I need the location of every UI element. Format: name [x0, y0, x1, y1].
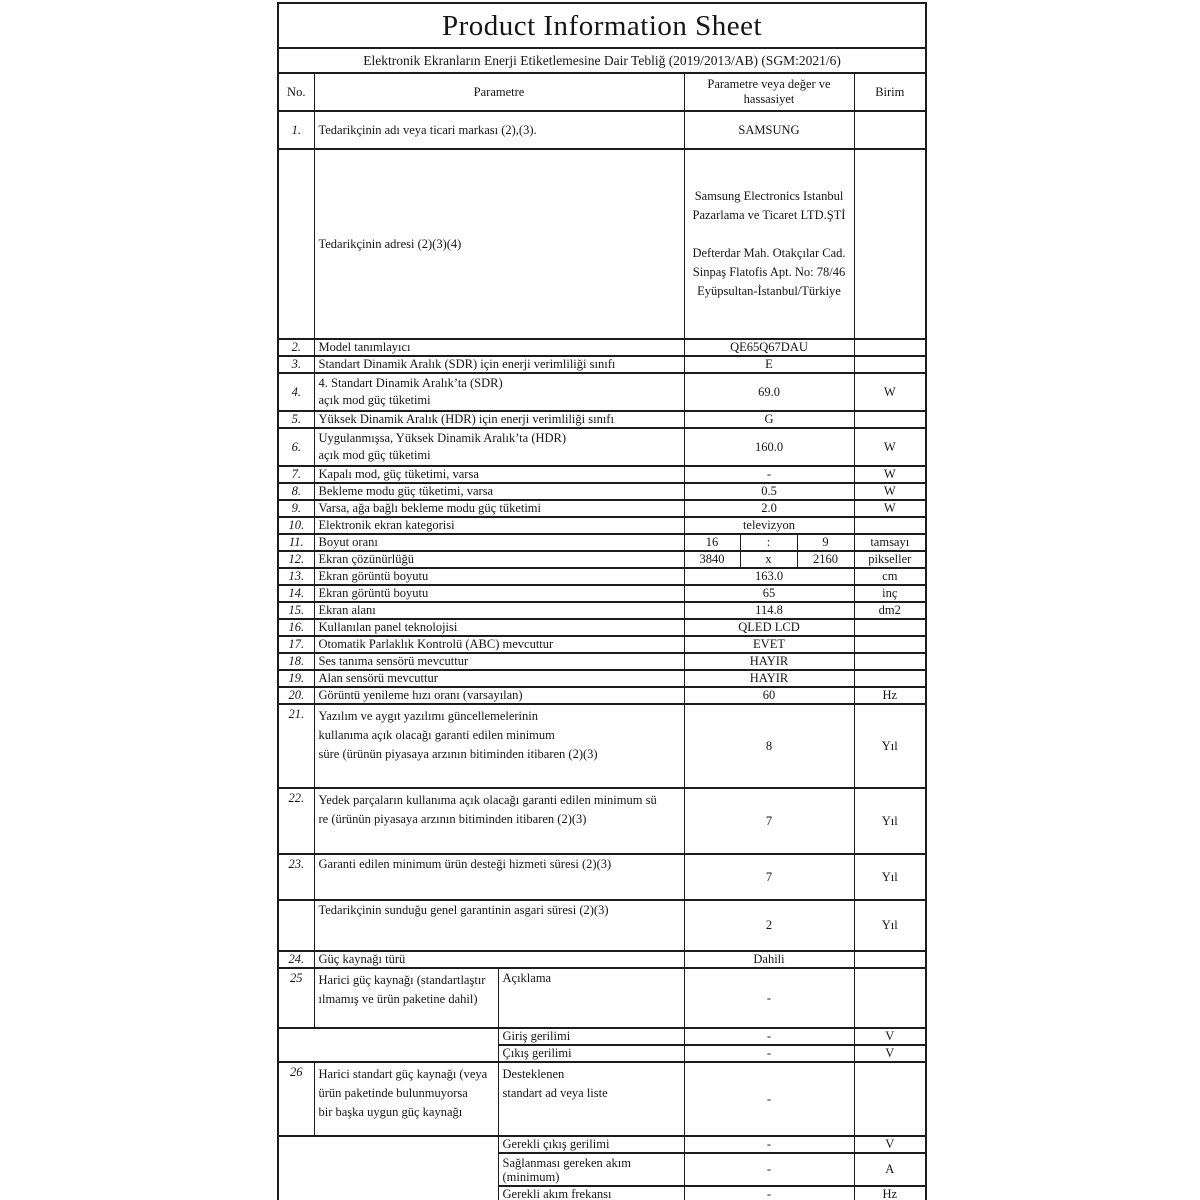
row-number-cell: 11.: [278, 534, 314, 551]
value-cell: 2: [684, 900, 854, 951]
unit-cell: [854, 670, 926, 687]
parameter-sub-cell: Sağlanması gereken akım (minimum): [498, 1153, 684, 1186]
unit-cell: pikseller: [854, 551, 926, 568]
parameter-cell: Standart Dinamik Aralık (SDR) için enerji verimliliği sınıfı: [314, 356, 684, 373]
unit-cell: W: [854, 373, 926, 411]
unit-cell: [854, 339, 926, 356]
table-row: [278, 670, 926, 687]
value-cell: -: [684, 1153, 854, 1186]
merged-empty-cell: [278, 1028, 498, 1062]
value-cell: 60: [684, 687, 854, 704]
unit-cell: V: [854, 1028, 926, 1045]
parameter-cell: Uygulanmışsa, Yüksek Dinamik Aralık’ta (HDR) açık mod güç tüketimi: [314, 428, 684, 466]
table-row: [278, 517, 926, 534]
row-number-cell: 7.: [278, 466, 314, 483]
row-number-cell: 13.: [278, 568, 314, 585]
table-row: [278, 428, 926, 466]
table-row: [278, 149, 926, 339]
page-title: Product Information Sheet: [278, 3, 926, 48]
ratio-value-cell: x: [740, 551, 797, 568]
page-subtitle: Elektronik Ekranların Enerji Etiketlemesine Dair Tebliğ (2019/2013/AB) (SGM:2021/6): [278, 48, 926, 73]
unit-cell: [854, 619, 926, 636]
unit-cell: Hz: [854, 687, 926, 704]
value-cell: 69.0: [684, 373, 854, 411]
header-birim: Birim: [854, 73, 926, 111]
value-cell: -: [684, 1136, 854, 1153]
table-row: [278, 653, 926, 670]
ratio-value-cell: 2160: [797, 551, 854, 568]
parameter-cell: Güç kaynağı türü: [314, 951, 684, 968]
header-value: Parametre veya değer ve hassasiyet: [684, 73, 854, 111]
value-cell: 7: [684, 788, 854, 854]
unit-cell: W: [854, 483, 926, 500]
unit-cell: [854, 951, 926, 968]
row-number-cell: 23.: [278, 854, 314, 900]
table-row: [278, 602, 926, 619]
value-cell: 114.8: [684, 602, 854, 619]
table-row: [278, 704, 926, 788]
row-number-cell: 14.: [278, 585, 314, 602]
parameter-cell: Ekran görüntü boyutu: [314, 585, 684, 602]
row-number-cell: 16.: [278, 619, 314, 636]
parameter-sub-cell: Desteklenen standart ad veya liste: [498, 1062, 684, 1136]
unit-cell: V: [854, 1045, 926, 1062]
unit-cell: Yıl: [854, 854, 926, 900]
value-cell: QE65Q67DAU: [684, 339, 854, 356]
parameter-sub-cell: Gerekli akım frekansı: [498, 1186, 684, 1200]
row-number-cell: 4.: [278, 373, 314, 411]
table-row: [278, 466, 926, 483]
table-body: [278, 3, 926, 1200]
parameter-cell: Yazılım ve aygıt yazılımı güncellemelerinin kullanıma açık olacağı garanti edilen minimum süre (ürünün piyasaya arzının bitiminden itibaren (2)(3): [314, 704, 684, 788]
unit-cell: W: [854, 500, 926, 517]
row-number-cell: 19.: [278, 670, 314, 687]
value-cell: EVET: [684, 636, 854, 653]
table-row: [278, 619, 926, 636]
parameter-cell: Garanti edilen minimum ürün desteği hizmeti süresi (2)(3): [314, 854, 684, 900]
value-cell: 163.0: [684, 568, 854, 585]
title-row: [278, 3, 926, 48]
unit-cell: Hz: [854, 1186, 926, 1200]
unit-cell: [854, 411, 926, 428]
row-number-cell: 12.: [278, 551, 314, 568]
value-cell: 7: [684, 854, 854, 900]
row-number-cell: 26: [278, 1062, 314, 1136]
parameter-cell: Harici güç kaynağı (standartlaştır ılmamış ve ürün paketine dahil): [314, 968, 498, 1028]
table-row: [278, 568, 926, 585]
value-cell: Samsung Electronics Istanbul Pazarlama ve Ticaret LTD.ŞTİ Defterdar Mah. Otakçılar Cad. Sinpaş Flatofis Apt. No: 78/46 Eyüpsultan-İstanbul/Türkiye: [684, 149, 854, 339]
table-row: [278, 687, 926, 704]
unit-cell: [854, 111, 926, 149]
table-row: [278, 968, 926, 1028]
subtitle-row: [278, 48, 926, 73]
parameter-cell: Ekran çözünürlüğü: [314, 551, 684, 568]
parameter-cell: Kullanılan panel teknolojisi: [314, 619, 684, 636]
value-cell: HAYIR: [684, 670, 854, 687]
row-number-cell: 22.: [278, 788, 314, 854]
parameter-sub-cell: Gerekli çıkış gerilimi: [498, 1136, 684, 1153]
parameter-cell: Harici standart güç kaynağı (veya ürün paketinde bulunmuyorsa bir başka uygun güç kaynağı: [314, 1062, 498, 1136]
unit-cell: Yıl: [854, 900, 926, 951]
parameter-cell: Bekleme modu güç tüketimi, varsa: [314, 483, 684, 500]
ratio-value-cell: 9: [797, 534, 854, 551]
parameter-cell: Tedarikçinin adresi (2)(3)(4): [314, 149, 684, 339]
table-row: [278, 356, 926, 373]
table-row: [278, 900, 926, 951]
parameter-cell: Otomatik Parlaklık Kontrolü (ABC) mevcuttur: [314, 636, 684, 653]
value-cell: 8: [684, 704, 854, 788]
parameter-sub-cell: Açıklama: [498, 968, 684, 1028]
parameter-cell: Yedek parçaların kullanıma açık olacağı garanti edilen minimum sü re (ürünün piyasaya arzının bitiminden itibaren (2)(3): [314, 788, 684, 854]
unit-cell: [854, 653, 926, 670]
row-number-cell: 9.: [278, 500, 314, 517]
unit-cell: cm: [854, 568, 926, 585]
header-parametre: Parametre: [314, 73, 684, 111]
table-row: [278, 636, 926, 653]
row-number-cell: 8.: [278, 483, 314, 500]
value-cell: -: [684, 1186, 854, 1200]
parameter-cell: Tedarikçinin adı veya ticari markası (2),(3).: [314, 111, 684, 149]
row-number-cell: 25: [278, 968, 314, 1028]
table-row: [278, 585, 926, 602]
table-row: [278, 339, 926, 356]
row-number-cell: 20.: [278, 687, 314, 704]
unit-cell: W: [854, 428, 926, 466]
parameter-cell: Kapalı mod, güç tüketimi, varsa: [314, 466, 684, 483]
table-row: [278, 373, 926, 411]
value-cell: QLED LCD: [684, 619, 854, 636]
table-row: [278, 111, 926, 149]
parameter-cell: Varsa, ağa bağlı bekleme modu güç tüketimi: [314, 500, 684, 517]
table-row: [278, 1028, 926, 1045]
row-number-cell: 15.: [278, 602, 314, 619]
row-number-cell: 18.: [278, 653, 314, 670]
parameter-cell: Görüntü yenileme hızı oranı (varsayılan): [314, 687, 684, 704]
table-row: [278, 854, 926, 900]
row-number-cell: 17.: [278, 636, 314, 653]
value-cell: HAYIR: [684, 653, 854, 670]
unit-cell: [854, 1062, 926, 1136]
unit-cell: [854, 356, 926, 373]
table-row: [278, 534, 926, 551]
parameter-cell: Model tanımlayıcı: [314, 339, 684, 356]
unit-cell: V: [854, 1136, 926, 1153]
value-cell: 65: [684, 585, 854, 602]
parameter-cell: Ekran alanı: [314, 602, 684, 619]
unit-cell: Yıl: [854, 704, 926, 788]
value-cell: Dahili: [684, 951, 854, 968]
parameter-cell: Yüksek Dinamik Aralık (HDR) için enerji verimliliği sınıfı: [314, 411, 684, 428]
value-cell: televizyon: [684, 517, 854, 534]
row-number-cell: 5.: [278, 411, 314, 428]
parameter-sub-cell: Çıkış gerilimi: [498, 1045, 684, 1062]
ratio-value-cell: 3840: [684, 551, 740, 568]
row-number-cell: 10.: [278, 517, 314, 534]
parameter-cell: Elektronik ekran kategorisi: [314, 517, 684, 534]
parameter-sub-cell: Giriş gerilimi: [498, 1028, 684, 1045]
value-cell: -: [684, 466, 854, 483]
unit-cell: [854, 149, 926, 339]
unit-cell: W: [854, 466, 926, 483]
ratio-value-cell: 16: [684, 534, 740, 551]
row-number-cell: 2.: [278, 339, 314, 356]
row-number-cell: [278, 900, 314, 951]
unit-cell: [854, 517, 926, 534]
value-cell: -: [684, 968, 854, 1028]
unit-cell: [854, 968, 926, 1028]
unit-cell: A: [854, 1153, 926, 1186]
row-number-cell: 24.: [278, 951, 314, 968]
merged-empty-cell: [278, 1136, 498, 1200]
ratio-value-cell: :: [740, 534, 797, 551]
value-cell: -: [684, 1045, 854, 1062]
parameter-cell: Alan sensörü mevcuttur: [314, 670, 684, 687]
unit-cell: inç: [854, 585, 926, 602]
table-row: [278, 500, 926, 517]
row-number-cell: 1.: [278, 111, 314, 149]
value-cell: 160.0: [684, 428, 854, 466]
value-cell: SAMSUNG: [684, 111, 854, 149]
table-row: [278, 411, 926, 428]
parameter-cell: Ekran görüntü boyutu: [314, 568, 684, 585]
parameter-cell: Ses tanıma sensörü mevcuttur: [314, 653, 684, 670]
row-number-cell: 3.: [278, 356, 314, 373]
table-row: [278, 1136, 926, 1153]
parameter-cell: 4. Standart Dinamik Aralık’ta (SDR) açık mod güç tüketimi: [314, 373, 684, 411]
value-cell: G: [684, 411, 854, 428]
row-number-cell: [278, 149, 314, 339]
table-header-row: [278, 73, 926, 111]
table-row: [278, 551, 926, 568]
unit-cell: dm2: [854, 602, 926, 619]
value-cell: E: [684, 356, 854, 373]
table-row: [278, 1062, 926, 1136]
header-no: No.: [278, 73, 314, 111]
product-info-table: [277, 2, 927, 1200]
value-cell: 0.5: [684, 483, 854, 500]
parameter-cell: Boyut oranı: [314, 534, 684, 551]
value-cell: -: [684, 1062, 854, 1136]
table-row: [278, 483, 926, 500]
parameter-cell: Tedarikçinin sunduğu genel garantinin asgari süresi (2)(3): [314, 900, 684, 951]
unit-cell: tamsayı: [854, 534, 926, 551]
value-cell: 2.0: [684, 500, 854, 517]
table-row: [278, 788, 926, 854]
unit-cell: [854, 636, 926, 653]
row-number-cell: 21.: [278, 704, 314, 788]
table-row: [278, 951, 926, 968]
value-cell: -: [684, 1028, 854, 1045]
row-number-cell: 6.: [278, 428, 314, 466]
unit-cell: Yıl: [854, 788, 926, 854]
